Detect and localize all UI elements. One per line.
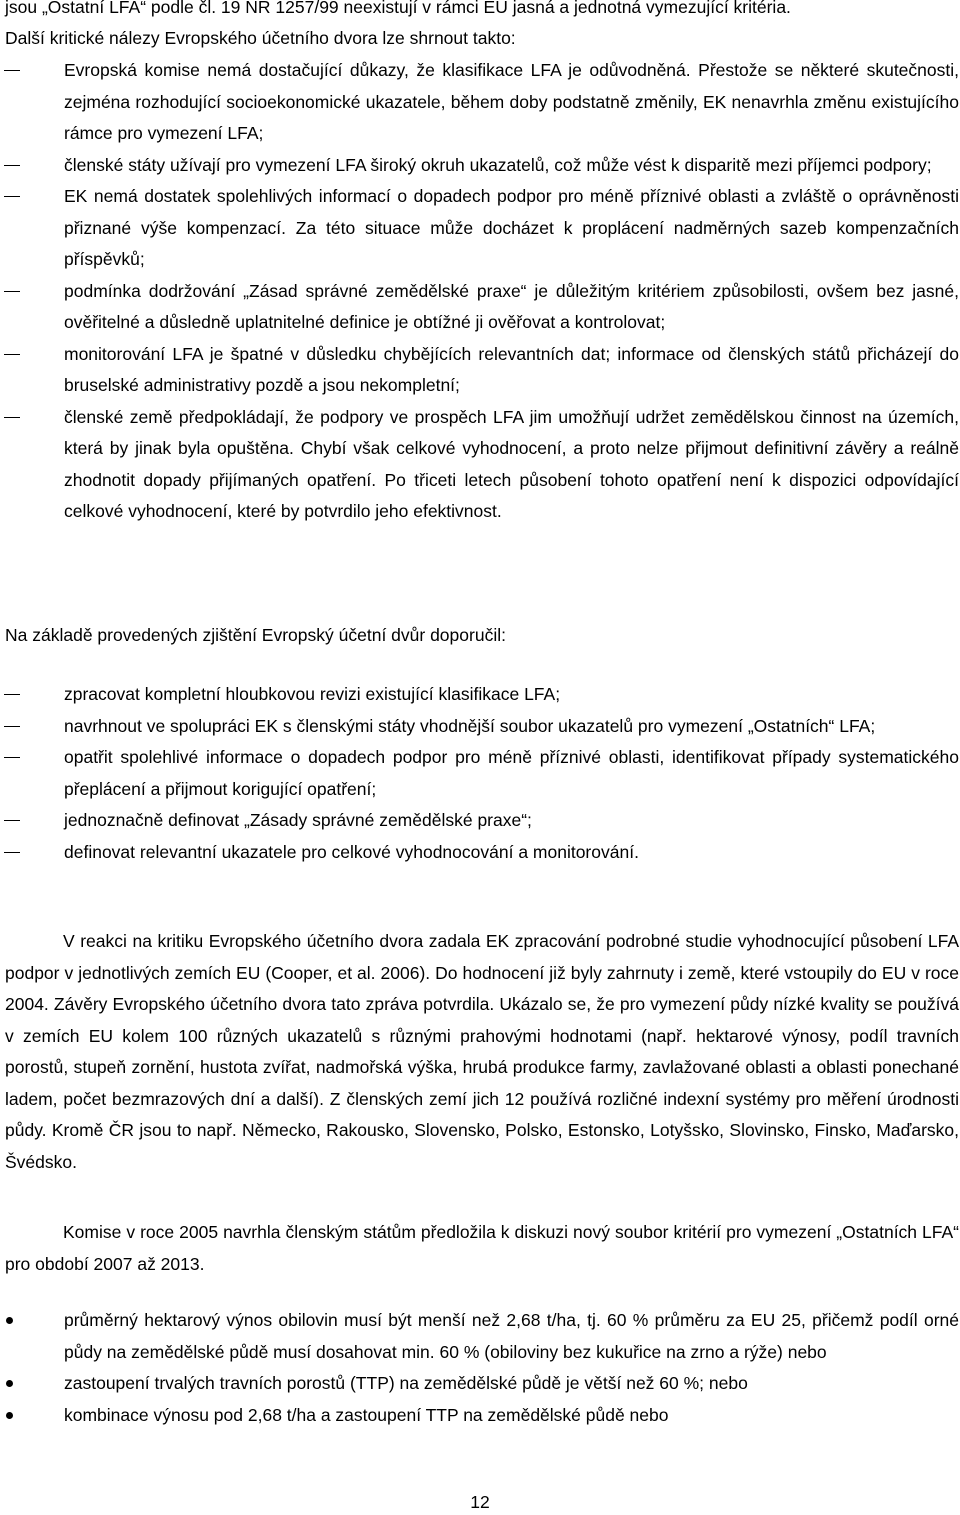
findings-intro: Další kritické nálezy Evropského účetního dvora lze shrnout takto: <box>5 28 516 48</box>
dash-bullet-icon <box>4 757 20 758</box>
intro-paragraph: jsou „Ostatní LFA“ podle čl. 19 NR 1257/99 neexistují v rámci EU jasná a jednotná vymezující kritéria. <box>5 0 791 17</box>
criteria-item: kombinace výnosu pod 2,68 t/ha a zastoupení TTP na zemědělské půdě nebo <box>0 1400 959 1432</box>
dash-bullet-icon <box>4 820 20 821</box>
dot-bullet-icon <box>6 1317 13 1324</box>
dash-bullet-icon <box>4 196 20 197</box>
recommendation-item: jednoznačně definovat „Zásady správné zemědělské praxe“; <box>0 805 959 837</box>
finding-item: monitorování LFA je špatné v důsledku chybějících relevantních dat; informace od členských států přicházejí do bruselské administrativy pozdě a jsou nekompletní; <box>0 339 959 402</box>
dash-bullet-icon <box>4 165 20 166</box>
recommendation-item: opatřit spolehlivé informace o dopadech podpor pro méně příznivé oblasti, identifikovat případy systematického přeplácení a přijmout korigující opatření; <box>0 742 959 805</box>
finding-item: podmínka dodržování „Zásad správné zemědělské praxe“ je důležitým kritériem způsobilosti, ovšem bez jasné, ověřitelné a důsledně uplatnitelné definice je obtížné ji ověřovat a kontrolovat; <box>0 276 959 339</box>
dash-bullet-icon <box>4 70 20 71</box>
finding-item: členské země předpokládají, že podpory ve prospěch LFA jim umožňují udržet zemědělskou činnost na územích, která by jinak byla opuštěna. Chybí však celkové vyhodnocení, a proto nelze přijmout definitivní závěry a reálně zhodnotit dopady přijímaných opatření. Po třiceti letech působení tohoto opatření není k dispozici odpovídající celkové vyhodnocení, které by potvrdilo jeho efektivnost. <box>0 402 959 528</box>
recommendations-intro: Na základě provedených zjištění Evropský účetní dvůr doporučil: <box>5 625 506 645</box>
dash-bullet-icon <box>4 852 20 853</box>
finding-item: členské státy užívají pro vymezení LFA široký okruh ukazatelů, což může vést k disparitě mezi příjemci podpory; <box>0 150 959 182</box>
criteria-list <box>0 1305 959 1431</box>
recommendation-item: zpracovat kompletní hloubkovou revizi existující klasifikace LFA; <box>0 679 959 711</box>
page-number: 12 <box>470 1492 490 1512</box>
dash-bullet-icon <box>4 354 20 355</box>
finding-item: EK nemá dostatek spolehlivých informací o dopadech podpor pro méně příznivé oblasti a zvláště o oprávněnosti přiznané výše kompenzací. Za této situace může docházet k proplácení nadměrných sazeb kompenzačních příspěvků; <box>0 181 959 276</box>
dash-bullet-icon <box>4 694 20 695</box>
commission-paragraph: Komise v roce 2005 navrhla členským státům předložila k diskuzi nový soubor kritérií pro vymezení „Ostatních LFA“ pro období 2007 až 2013. <box>5 1222 959 1274</box>
dot-bullet-icon <box>6 1380 13 1387</box>
recommendation-item: navrhnout ve spolupráci EK s členskými státy vhodnější soubor ukazatelů pro vymezení „Ostatních“ LFA; <box>0 711 959 743</box>
recommendations-list <box>0 679 959 868</box>
recommendation-item: definovat relevantní ukazatele pro celkové vyhodnocování a monitorování. <box>0 837 959 869</box>
dot-bullet-icon <box>6 1412 13 1419</box>
finding-item: Evropská komise nemá dostačující důkazy, že klasifikace LFA je odůvodněná. Přestože se některé skutečnosti, zejména rozhodující socioekonomické ukazatele, během doby podstatně změnily, EK nenavrhla změnu existujícího rámce pro vymezení LFA; <box>0 55 959 150</box>
dash-bullet-icon <box>4 291 20 292</box>
criteria-item: zastoupení trvalých travních porostů (TTP) na zemědělské půdě je větší než 60 %; nebo <box>0 1368 959 1400</box>
reaction-paragraph: V reakci na kritiku Evropského účetního dvora zadala EK zpracování podrobné studie vyhodnocující působení LFA podpor v jednotlivých zemích EU (Cooper, et al. 2006). Do hodnocení již byly zahrnuty i země, které vstoupily do EU v roce 2004. Závěry Evropského účetního dvora tato zpráva potvrdila. Ukázalo se, že pro vymezení půdy nízké kvality se používá v zemích EU kolem 100 různých ukazatelů s různými prahovými hodnotami (např. hektarové výnosy, podíl travních porostů, stupeň zornění, hustota zvířat, nadmořská výška, hrubá produkce farmy, zavlažované oblasti a oblasti ponechané ladem, počet bezmrazových dní a další). Z členských zemí jich 12 používá rozličné indexní systémy pro měření úrodnosti půdy. Kromě ČR jsou to např. Německo, Rakousko, Slovensko, Polsko, Estonsko, Lotyšsko, Slovinsko, Finsko, Maďarsko, Švédsko. <box>5 931 959 1172</box>
criteria-item: průměrný hektarový výnos obilovin musí být menší než 2,68 t/ha, tj. 60 % průměru za EU 25, přičemž podíl orné půdy na zemědělské půdě musí dosahovat min. 60 % (obiloviny bez kukuřice na zrno a rýže) nebo <box>0 1305 959 1368</box>
findings-list <box>0 55 959 528</box>
dash-bullet-icon <box>4 726 20 727</box>
dash-bullet-icon <box>4 417 20 418</box>
